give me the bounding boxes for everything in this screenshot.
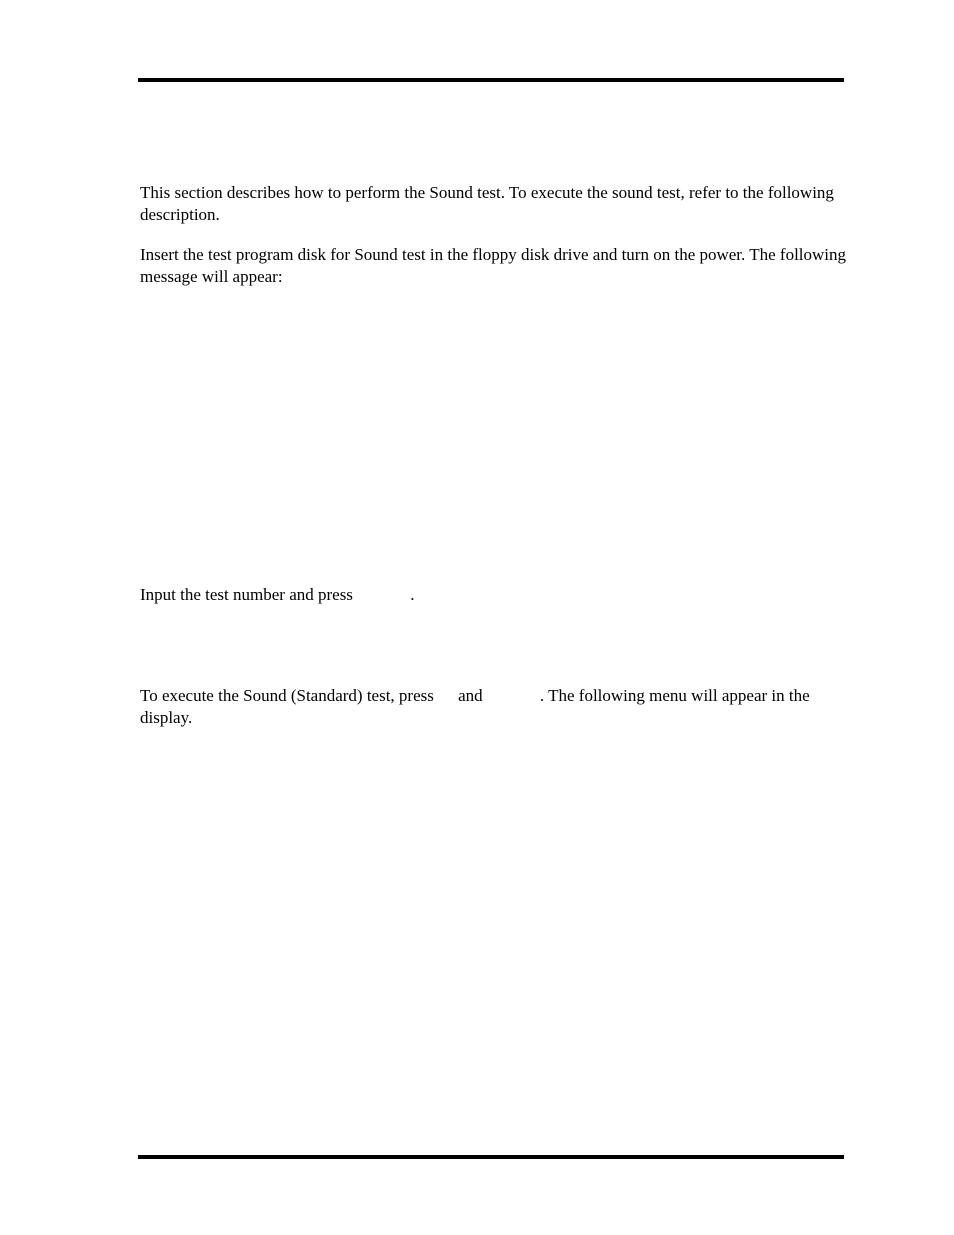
insert-disk-paragraph: Insert the test program disk for Sound test in the floppy disk drive and turn on the power. The following message will appear: [140, 245, 847, 286]
execute-prefix-text: To execute the Sound (Standard) test, press [140, 686, 434, 705]
footer-rule [138, 1155, 844, 1159]
input-suffix-text: . [410, 585, 415, 604]
header-rule [138, 78, 844, 82]
intro-paragraph: This section describes how to perform the Sound test. To execute the sound test, refer to the following description. [140, 183, 834, 224]
execute-suffix-text: . The following menu will appear in the display. [140, 686, 810, 727]
execute-sound-test-paragraph [140, 685, 846, 729]
input-test-number-paragraph [140, 584, 846, 606]
execute-and-text: and [458, 686, 483, 705]
input-prefix-text: Input the test number and press [140, 585, 353, 604]
